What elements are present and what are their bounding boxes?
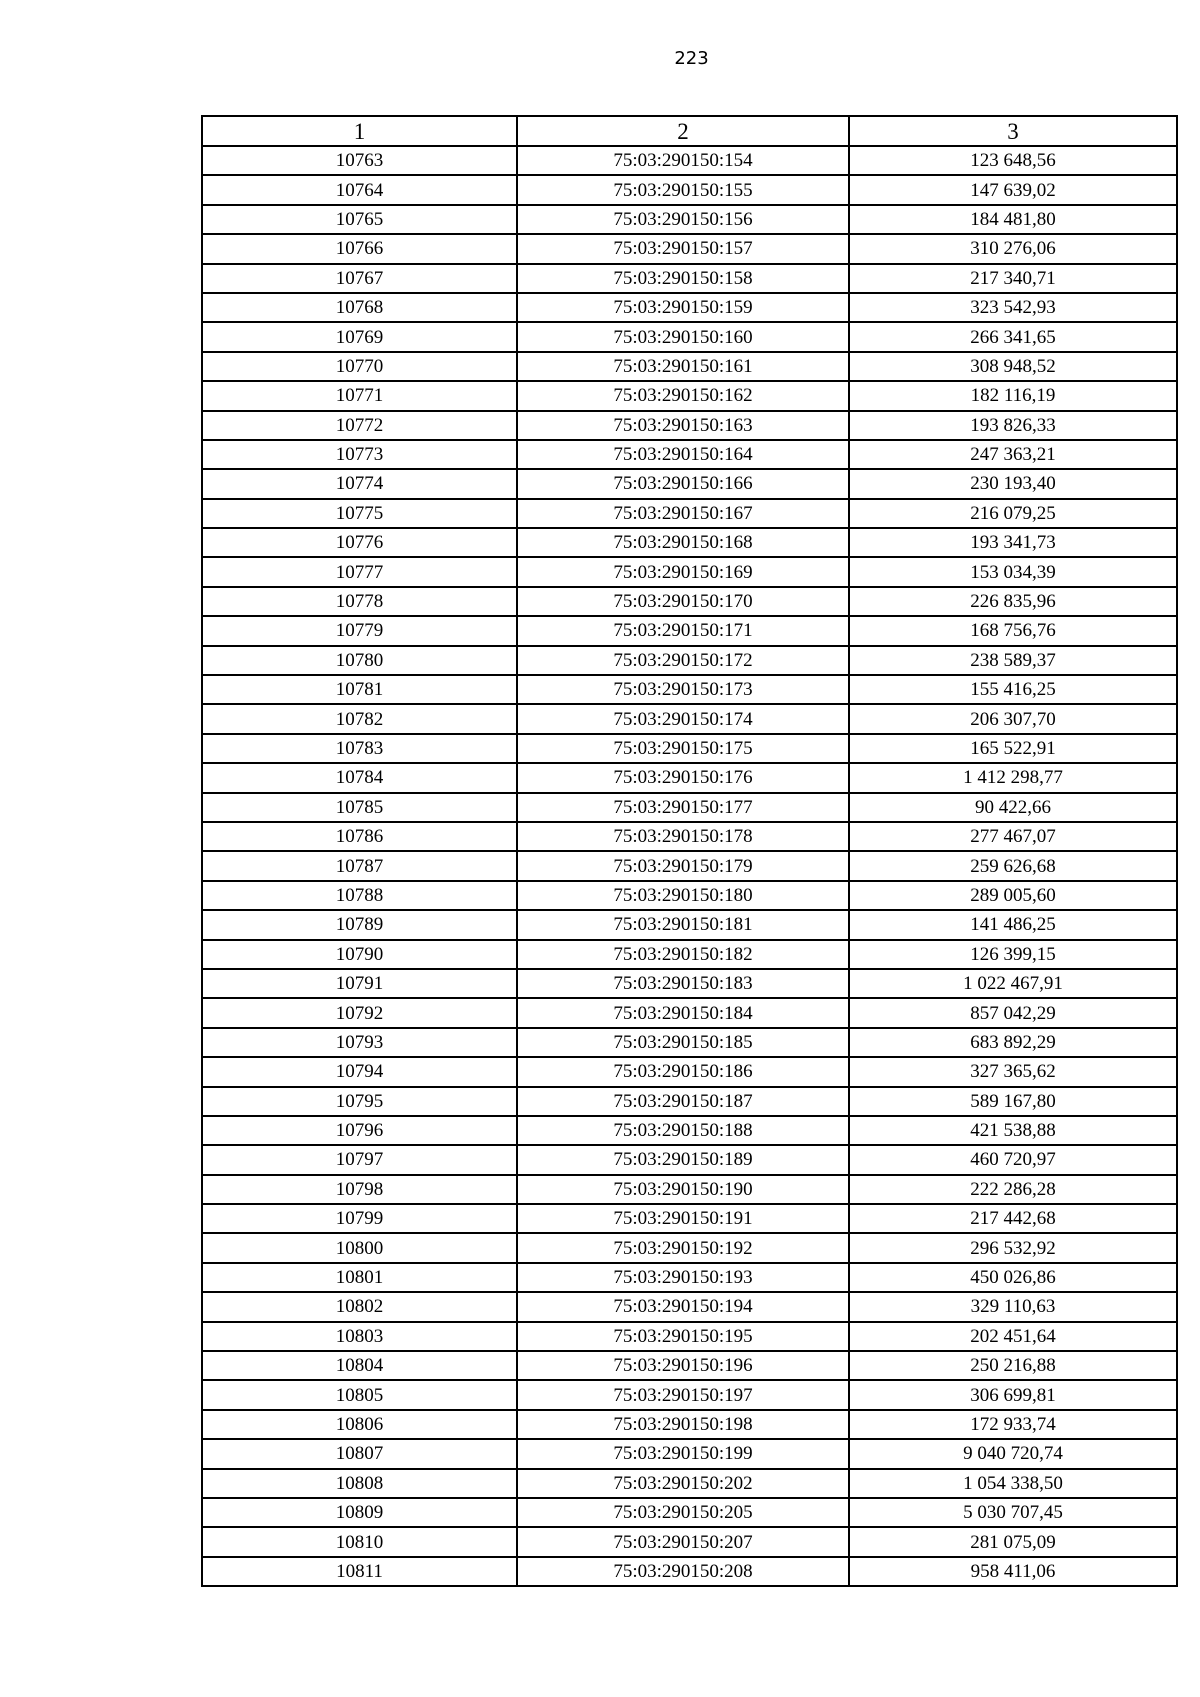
value-cell: 172 933,74 bbox=[849, 1410, 1177, 1439]
record-number-cell: 10797 bbox=[202, 1145, 517, 1174]
column-header-3: 3 bbox=[849, 116, 1177, 146]
value-cell: 296 532,92 bbox=[849, 1233, 1177, 1262]
cadastral-number-cell: 75:03:290150:184 bbox=[517, 998, 849, 1027]
cadastral-number-cell: 75:03:290150:185 bbox=[517, 1028, 849, 1057]
cadastral-number-cell: 75:03:290150:195 bbox=[517, 1322, 849, 1351]
column-header-2: 2 bbox=[517, 116, 849, 146]
value-cell: 222 286,28 bbox=[849, 1175, 1177, 1204]
value-cell: 184 481,80 bbox=[849, 205, 1177, 234]
record-number-cell: 10799 bbox=[202, 1204, 517, 1233]
value-cell: 217 340,71 bbox=[849, 264, 1177, 293]
record-number-cell: 10795 bbox=[202, 1087, 517, 1116]
record-number-cell: 10785 bbox=[202, 793, 517, 822]
record-number-cell: 10793 bbox=[202, 1028, 517, 1057]
table-row bbox=[202, 1527, 1177, 1556]
value-cell: 306 699,81 bbox=[849, 1380, 1177, 1409]
cadastral-number-cell: 75:03:290150:163 bbox=[517, 411, 849, 440]
cadastral-number-cell: 75:03:290150:193 bbox=[517, 1263, 849, 1292]
record-number-cell: 10777 bbox=[202, 557, 517, 586]
table-row bbox=[202, 1410, 1177, 1439]
record-number-cell: 10809 bbox=[202, 1498, 517, 1527]
table-row bbox=[202, 175, 1177, 204]
cadastral-number-cell: 75:03:290150:190 bbox=[517, 1175, 849, 1204]
record-number-cell: 10769 bbox=[202, 322, 517, 351]
table-row bbox=[202, 1057, 1177, 1086]
value-cell: 589 167,80 bbox=[849, 1087, 1177, 1116]
value-cell: 238 589,37 bbox=[849, 646, 1177, 675]
value-cell: 323 542,93 bbox=[849, 293, 1177, 322]
table-row bbox=[202, 499, 1177, 528]
cadastral-number-cell: 75:03:290150:207 bbox=[517, 1527, 849, 1556]
record-number-cell: 10800 bbox=[202, 1233, 517, 1262]
record-number-cell: 10773 bbox=[202, 440, 517, 469]
cadastral-number-cell: 75:03:290150:172 bbox=[517, 646, 849, 675]
record-number-cell: 10803 bbox=[202, 1322, 517, 1351]
value-cell: 329 110,63 bbox=[849, 1292, 1177, 1321]
table-row bbox=[202, 940, 1177, 969]
record-number-cell: 10766 bbox=[202, 234, 517, 263]
table-row bbox=[202, 1028, 1177, 1057]
value-cell: 421 538,88 bbox=[849, 1116, 1177, 1145]
record-number-cell: 10763 bbox=[202, 146, 517, 175]
table-row bbox=[202, 675, 1177, 704]
value-cell: 126 399,15 bbox=[849, 940, 1177, 969]
cadastral-number-cell: 75:03:290150:154 bbox=[517, 146, 849, 175]
value-cell: 450 026,86 bbox=[849, 1263, 1177, 1292]
record-number-cell: 10801 bbox=[202, 1263, 517, 1292]
table-row bbox=[202, 1233, 1177, 1262]
cadastral-number-cell: 75:03:290150:169 bbox=[517, 557, 849, 586]
value-cell: 226 835,96 bbox=[849, 587, 1177, 616]
table-row bbox=[202, 851, 1177, 880]
cadastral-number-cell: 75:03:290150:196 bbox=[517, 1351, 849, 1380]
table-row bbox=[202, 205, 1177, 234]
record-number-cell: 10806 bbox=[202, 1410, 517, 1439]
value-cell: 165 522,91 bbox=[849, 734, 1177, 763]
cadastral-number-cell: 75:03:290150:164 bbox=[517, 440, 849, 469]
record-number-cell: 10807 bbox=[202, 1439, 517, 1468]
record-number-cell: 10794 bbox=[202, 1057, 517, 1086]
record-number-cell: 10802 bbox=[202, 1292, 517, 1321]
cadastral-number-cell: 75:03:290150:198 bbox=[517, 1410, 849, 1439]
table-row bbox=[202, 998, 1177, 1027]
cadastral-number-cell: 75:03:290150:157 bbox=[517, 234, 849, 263]
table-row bbox=[202, 1087, 1177, 1116]
record-number-cell: 10764 bbox=[202, 175, 517, 204]
value-cell: 250 216,88 bbox=[849, 1351, 1177, 1380]
record-number-cell: 10779 bbox=[202, 616, 517, 645]
table-row bbox=[202, 1322, 1177, 1351]
table-row bbox=[202, 734, 1177, 763]
cadastral-number-cell: 75:03:290150:177 bbox=[517, 793, 849, 822]
cadastral-number-cell: 75:03:290150:171 bbox=[517, 616, 849, 645]
record-number-cell: 10767 bbox=[202, 264, 517, 293]
value-cell: 857 042,29 bbox=[849, 998, 1177, 1027]
value-cell: 259 626,68 bbox=[849, 851, 1177, 880]
record-number-cell: 10796 bbox=[202, 1116, 517, 1145]
value-cell: 1 054 338,50 bbox=[849, 1469, 1177, 1498]
table-row bbox=[202, 557, 1177, 586]
record-number-cell: 10782 bbox=[202, 704, 517, 733]
record-number-cell: 10774 bbox=[202, 469, 517, 498]
value-cell: 308 948,52 bbox=[849, 352, 1177, 381]
table-row bbox=[202, 646, 1177, 675]
table-header bbox=[202, 116, 1177, 146]
value-cell: 216 079,25 bbox=[849, 499, 1177, 528]
cadastral-number-cell: 75:03:290150:189 bbox=[517, 1145, 849, 1174]
cadastral-number-cell: 75:03:290150:187 bbox=[517, 1087, 849, 1116]
cadastral-number-cell: 75:03:290150:179 bbox=[517, 851, 849, 880]
header-row bbox=[202, 116, 1177, 146]
record-number-cell: 10778 bbox=[202, 587, 517, 616]
cadastral-number-cell: 75:03:290150:155 bbox=[517, 175, 849, 204]
value-cell: 683 892,29 bbox=[849, 1028, 1177, 1057]
record-number-cell: 10787 bbox=[202, 851, 517, 880]
table-row bbox=[202, 1292, 1177, 1321]
table-row bbox=[202, 1145, 1177, 1174]
cadastral-number-cell: 75:03:290150:173 bbox=[517, 675, 849, 704]
value-cell: 958 411,06 bbox=[849, 1557, 1177, 1586]
cadastral-number-cell: 75:03:290150:161 bbox=[517, 352, 849, 381]
record-number-cell: 10780 bbox=[202, 646, 517, 675]
table-row bbox=[202, 411, 1177, 440]
record-number-cell: 10788 bbox=[202, 881, 517, 910]
value-cell: 182 116,19 bbox=[849, 381, 1177, 410]
record-number-cell: 10765 bbox=[202, 205, 517, 234]
cadastral-number-cell: 75:03:290150:194 bbox=[517, 1292, 849, 1321]
table-row bbox=[202, 293, 1177, 322]
value-cell: 193 341,73 bbox=[849, 528, 1177, 557]
table-row bbox=[202, 322, 1177, 351]
value-cell: 1 412 298,77 bbox=[849, 763, 1177, 792]
value-cell: 147 639,02 bbox=[849, 175, 1177, 204]
table-row bbox=[202, 969, 1177, 998]
value-cell: 5 030 707,45 bbox=[849, 1498, 1177, 1527]
value-cell: 217 442,68 bbox=[849, 1204, 1177, 1233]
value-cell: 277 467,07 bbox=[849, 822, 1177, 851]
value-cell: 153 034,39 bbox=[849, 557, 1177, 586]
value-cell: 9 040 720,74 bbox=[849, 1439, 1177, 1468]
cadastral-number-cell: 75:03:290150:166 bbox=[517, 469, 849, 498]
record-number-cell: 10810 bbox=[202, 1527, 517, 1556]
value-cell: 193 826,33 bbox=[849, 411, 1177, 440]
record-number-cell: 10789 bbox=[202, 910, 517, 939]
data-table bbox=[201, 115, 1178, 1587]
value-cell: 123 648,56 bbox=[849, 146, 1177, 175]
record-number-cell: 10772 bbox=[202, 411, 517, 440]
cadastral-number-cell: 75:03:290150:162 bbox=[517, 381, 849, 410]
record-number-cell: 10783 bbox=[202, 734, 517, 763]
record-number-cell: 10784 bbox=[202, 763, 517, 792]
table-row bbox=[202, 793, 1177, 822]
value-cell: 247 363,21 bbox=[849, 440, 1177, 469]
value-cell: 141 486,25 bbox=[849, 910, 1177, 939]
cadastral-number-cell: 75:03:290150:199 bbox=[517, 1439, 849, 1468]
table-row bbox=[202, 587, 1177, 616]
record-number-cell: 10804 bbox=[202, 1351, 517, 1380]
record-number-cell: 10808 bbox=[202, 1469, 517, 1498]
table-row bbox=[202, 1351, 1177, 1380]
table-row bbox=[202, 352, 1177, 381]
cadastral-number-cell: 75:03:290150:167 bbox=[517, 499, 849, 528]
table-row bbox=[202, 1380, 1177, 1409]
table-row bbox=[202, 1116, 1177, 1145]
cadastral-number-cell: 75:03:290150:205 bbox=[517, 1498, 849, 1527]
record-number-cell: 10786 bbox=[202, 822, 517, 851]
value-cell: 460 720,97 bbox=[849, 1145, 1177, 1174]
value-cell: 327 365,62 bbox=[849, 1057, 1177, 1086]
table-row bbox=[202, 469, 1177, 498]
cadastral-number-cell: 75:03:290150:208 bbox=[517, 1557, 849, 1586]
record-number-cell: 10798 bbox=[202, 1175, 517, 1204]
value-cell: 230 193,40 bbox=[849, 469, 1177, 498]
record-number-cell: 10768 bbox=[202, 293, 517, 322]
cadastral-number-cell: 75:03:290150:156 bbox=[517, 205, 849, 234]
cadastral-number-cell: 75:03:290150:176 bbox=[517, 763, 849, 792]
value-cell: 310 276,06 bbox=[849, 234, 1177, 263]
cadastral-number-cell: 75:03:290150:160 bbox=[517, 322, 849, 351]
page-number: 223 bbox=[674, 48, 709, 69]
cadastral-number-cell: 75:03:290150:174 bbox=[517, 704, 849, 733]
value-cell: 281 075,09 bbox=[849, 1527, 1177, 1556]
table-row bbox=[202, 1204, 1177, 1233]
cadastral-number-cell: 75:03:290150:178 bbox=[517, 822, 849, 851]
table-row bbox=[202, 1498, 1177, 1527]
cadastral-number-cell: 75:03:290150:168 bbox=[517, 528, 849, 557]
cadastral-number-cell: 75:03:290150:191 bbox=[517, 1204, 849, 1233]
cadastral-number-cell: 75:03:290150:188 bbox=[517, 1116, 849, 1145]
value-cell: 155 416,25 bbox=[849, 675, 1177, 704]
table-row bbox=[202, 234, 1177, 263]
record-number-cell: 10811 bbox=[202, 1557, 517, 1586]
cadastral-number-cell: 75:03:290150:186 bbox=[517, 1057, 849, 1086]
table-row bbox=[202, 822, 1177, 851]
table-row bbox=[202, 881, 1177, 910]
table-row bbox=[202, 264, 1177, 293]
record-number-cell: 10775 bbox=[202, 499, 517, 528]
cadastral-number-cell: 75:03:290150:202 bbox=[517, 1469, 849, 1498]
table-row bbox=[202, 616, 1177, 645]
table-row bbox=[202, 1263, 1177, 1292]
cadastral-number-cell: 75:03:290150:170 bbox=[517, 587, 849, 616]
table-row bbox=[202, 528, 1177, 557]
record-number-cell: 10771 bbox=[202, 381, 517, 410]
value-cell: 266 341,65 bbox=[849, 322, 1177, 351]
cadastral-number-cell: 75:03:290150:180 bbox=[517, 881, 849, 910]
record-number-cell: 10770 bbox=[202, 352, 517, 381]
cadastral-number-cell: 75:03:290150:192 bbox=[517, 1233, 849, 1262]
table-row bbox=[202, 1175, 1177, 1204]
table-row bbox=[202, 1469, 1177, 1498]
value-cell: 1 022 467,91 bbox=[849, 969, 1177, 998]
value-cell: 289 005,60 bbox=[849, 881, 1177, 910]
cadastral-number-cell: 75:03:290150:183 bbox=[517, 969, 849, 998]
cadastral-number-cell: 75:03:290150:158 bbox=[517, 264, 849, 293]
cadastral-number-cell: 75:03:290150:181 bbox=[517, 910, 849, 939]
value-cell: 90 422,66 bbox=[849, 793, 1177, 822]
value-cell: 168 756,76 bbox=[849, 616, 1177, 645]
table-row bbox=[202, 763, 1177, 792]
table-row bbox=[202, 704, 1177, 733]
record-number-cell: 10790 bbox=[202, 940, 517, 969]
column-header-1: 1 bbox=[202, 116, 517, 146]
cadastral-number-cell: 75:03:290150:159 bbox=[517, 293, 849, 322]
cadastral-number-cell: 75:03:290150:182 bbox=[517, 940, 849, 969]
value-cell: 206 307,70 bbox=[849, 704, 1177, 733]
record-number-cell: 10791 bbox=[202, 969, 517, 998]
table-row bbox=[202, 1439, 1177, 1468]
cadastral-number-cell: 75:03:290150:197 bbox=[517, 1380, 849, 1409]
record-number-cell: 10805 bbox=[202, 1380, 517, 1409]
table-row bbox=[202, 440, 1177, 469]
table-row bbox=[202, 910, 1177, 939]
table-row bbox=[202, 1557, 1177, 1586]
value-cell: 202 451,64 bbox=[849, 1322, 1177, 1351]
table-row bbox=[202, 146, 1177, 175]
record-number-cell: 10781 bbox=[202, 675, 517, 704]
cadastral-number-cell: 75:03:290150:175 bbox=[517, 734, 849, 763]
record-number-cell: 10792 bbox=[202, 998, 517, 1027]
table-body bbox=[202, 146, 1177, 1586]
table-row bbox=[202, 381, 1177, 410]
record-number-cell: 10776 bbox=[202, 528, 517, 557]
